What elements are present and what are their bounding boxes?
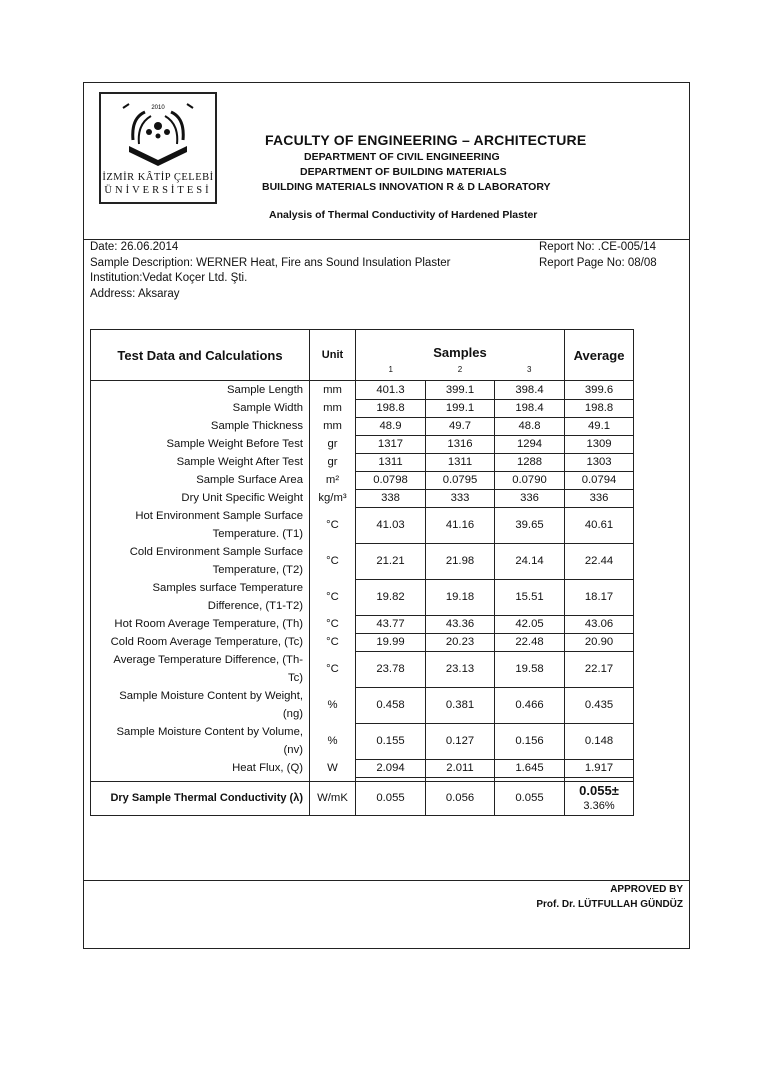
row-sample-2: 43.36 [426, 615, 495, 633]
unit-header: Unit [310, 330, 356, 381]
row-sample-2: 49.7 [426, 417, 495, 435]
row-unit: °C [310, 579, 356, 615]
row-sample-3: 42.05 [495, 615, 565, 633]
row-sample-1: 1317 [356, 435, 426, 453]
row-sample-2: 0.127 [426, 723, 495, 759]
table-row [91, 543, 634, 579]
row-sample-3: 0.156 [495, 723, 565, 759]
row-sample-2: 0.0795 [426, 471, 495, 489]
row-unit: mm [310, 381, 356, 400]
university-logo [99, 92, 217, 204]
row-label: Sample Surface Area [91, 471, 310, 489]
row-unit: % [310, 723, 356, 759]
approved-by-label: APPROVED BY [610, 884, 683, 895]
row-unit: kg/m³ [310, 489, 356, 507]
row-sample-2: 23.13 [426, 651, 495, 687]
table-row [91, 417, 634, 435]
row-sample-1: 0.0798 [356, 471, 426, 489]
row-label: Heat Flux, (Q) [91, 759, 310, 777]
table-row [91, 651, 634, 687]
result-row [91, 781, 634, 815]
sample-number-2: 2 [426, 360, 495, 381]
row-sample-1: 401.3 [356, 381, 426, 400]
row-sample-3: 1.645 [495, 759, 565, 777]
row-unit: mm [310, 399, 356, 417]
row-sample-2: 0.381 [426, 687, 495, 723]
row-sample-2: 399.1 [426, 381, 495, 400]
faculty-title: FACULTY OF ENGINEERING – ARCHITECTURE [265, 132, 587, 148]
samples-header: Samples [356, 330, 565, 360]
row-sample-3: 1288 [495, 453, 565, 471]
row-sample-1: 48.9 [356, 417, 426, 435]
sample-description: Sample Description: WERNER Heat, Fire ans Sound Insulation Plaster [90, 257, 451, 269]
row-sample-3: 24.14 [495, 543, 565, 579]
thermal-conductivity-table [90, 329, 634, 816]
table-row [91, 453, 634, 471]
row-sample-2: 1311 [426, 453, 495, 471]
row-unit: mm [310, 417, 356, 435]
row-sample-3: 336 [495, 489, 565, 507]
row-label: Sample Length [91, 381, 310, 400]
table-row [91, 759, 634, 777]
row-unit: % [310, 687, 356, 723]
row-average: 198.8 [565, 399, 634, 417]
dept-civil-title: DEPARTMENT OF CIVIL ENGINEERING [304, 151, 500, 163]
row-sample-1: 21.21 [356, 543, 426, 579]
university-name-line2: ÜNİVERSİTESİ [104, 185, 212, 196]
table-body [91, 381, 634, 782]
row-unit: °C [310, 543, 356, 579]
row-sample-3: 19.58 [495, 651, 565, 687]
university-emblem-icon [115, 100, 201, 166]
row-label: Dry Unit Specific Weight [91, 489, 310, 507]
row-sample-1: 198.8 [356, 399, 426, 417]
row-label: Sample Moisture Content by Volume, (nv) [91, 723, 310, 759]
row-sample-1: 43.77 [356, 615, 426, 633]
institution: Institution:Vedat Koçer Ltd. Şti. [90, 272, 248, 284]
row-sample-3: 398.4 [495, 381, 565, 400]
address: Address: Aksaray [90, 288, 180, 300]
row-average: 0.0794 [565, 471, 634, 489]
row-unit: °C [310, 651, 356, 687]
row-sample-2: 20.23 [426, 633, 495, 651]
report-date: Date: 26.06.2014 [90, 241, 179, 253]
row-sample-3: 39.65 [495, 507, 565, 543]
table-row [91, 723, 634, 759]
row-average: 20.90 [565, 633, 634, 651]
approval-block [536, 882, 683, 912]
table-row [91, 471, 634, 489]
result-average-uncertainty: 3.36% [583, 800, 615, 812]
row-sample-3: 0.0790 [495, 471, 565, 489]
table-row [91, 633, 634, 651]
sample-number-1: 1 [356, 360, 426, 381]
row-average: 336 [565, 489, 634, 507]
sample-number-3: 3 [495, 360, 565, 381]
table-row [91, 435, 634, 453]
report-page-number: Report Page No: 08/08 [539, 257, 657, 269]
row-sample-1: 2.094 [356, 759, 426, 777]
row-sample-3: 1294 [495, 435, 565, 453]
row-sample-3: 48.8 [495, 417, 565, 435]
table-header-row [91, 330, 634, 360]
row-average: 399.6 [565, 381, 634, 400]
row-sample-1: 19.82 [356, 579, 426, 615]
table-row [91, 615, 634, 633]
result-sample-3: 0.055 [495, 781, 565, 815]
row-label: Sample Weight After Test [91, 453, 310, 471]
row-unit: °C [310, 633, 356, 651]
row-sample-1: 0.458 [356, 687, 426, 723]
table-row [91, 381, 634, 400]
row-average: 1303 [565, 453, 634, 471]
header-divider [83, 239, 690, 240]
row-label: Sample Weight Before Test [91, 435, 310, 453]
result-unit: W/mK [310, 781, 356, 815]
row-sample-2: 19.18 [426, 579, 495, 615]
row-label: Sample Moisture Content by Weight, (ng) [91, 687, 310, 723]
row-sample-1: 41.03 [356, 507, 426, 543]
row-sample-3: 15.51 [495, 579, 565, 615]
row-average: 18.17 [565, 579, 634, 615]
result-label: Dry Sample Thermal Conductivity (λ) [91, 781, 310, 815]
row-label: Average Temperature Difference, (Th-Tc) [91, 651, 310, 687]
row-unit: °C [310, 507, 356, 543]
table-row [91, 399, 634, 417]
table-row [91, 507, 634, 543]
lab-title: BUILDING MATERIALS INNOVATION R & D LABORATORY [262, 181, 551, 193]
result-sample-1: 0.055 [356, 781, 426, 815]
row-sample-1: 19.99 [356, 633, 426, 651]
row-unit: °C [310, 615, 356, 633]
test-data-header: Test Data and Calculations [91, 330, 310, 381]
row-average: 49.1 [565, 417, 634, 435]
row-sample-1: 0.155 [356, 723, 426, 759]
row-average: 0.435 [565, 687, 634, 723]
university-name-line1: İZMİR KÂTİP ÇELEBİ [102, 172, 214, 183]
row-sample-1: 338 [356, 489, 426, 507]
row-unit: gr [310, 453, 356, 471]
row-label: Cold Room Average Temperature, (Tc) [91, 633, 310, 651]
dept-materials-title: DEPARTMENT OF BUILDING MATERIALS [300, 166, 507, 178]
report-number: Report No: .CE-005/14 [539, 241, 656, 253]
row-label: Cold Environment Sample Surface Temperature, (T2) [91, 543, 310, 579]
row-unit: W [310, 759, 356, 777]
row-sample-3: 198.4 [495, 399, 565, 417]
row-unit: m² [310, 471, 356, 489]
row-label: Hot Room Average Temperature, (Th) [91, 615, 310, 633]
row-sample-1: 1311 [356, 453, 426, 471]
row-label: Sample Width [91, 399, 310, 417]
row-average: 1309 [565, 435, 634, 453]
row-sample-1: 23.78 [356, 651, 426, 687]
row-sample-2: 1316 [426, 435, 495, 453]
table-row [91, 579, 634, 615]
row-average: 43.06 [565, 615, 634, 633]
row-label: Hot Environment Sample Surface Temperature. (T1) [91, 507, 310, 543]
row-average: 40.61 [565, 507, 634, 543]
result-average-value: 0.055± [579, 783, 619, 798]
row-label: Sample Thickness [91, 417, 310, 435]
average-header: Average [565, 330, 634, 381]
row-average: 1.917 [565, 759, 634, 777]
row-sample-2: 199.1 [426, 399, 495, 417]
row-sample-3: 0.466 [495, 687, 565, 723]
row-average: 22.44 [565, 543, 634, 579]
table-row [91, 687, 634, 723]
approver-name: Prof. Dr. LÜTFULLAH GÜNDÜZ [536, 899, 683, 910]
row-unit: gr [310, 435, 356, 453]
row-sample-3: 22.48 [495, 633, 565, 651]
footer-divider [83, 880, 690, 881]
analysis-title: Analysis of Thermal Conductivity of Hardened Plaster [269, 209, 538, 221]
row-label: Samples surface Temperature Difference, (T1-T2) [91, 579, 310, 615]
row-sample-2: 41.16 [426, 507, 495, 543]
table-row [91, 489, 634, 507]
row-average: 0.148 [565, 723, 634, 759]
svg-text:2010: 2010 [151, 105, 165, 111]
result-average [565, 781, 634, 815]
row-average: 22.17 [565, 651, 634, 687]
row-sample-2: 2.011 [426, 759, 495, 777]
row-sample-2: 21.98 [426, 543, 495, 579]
row-sample-2: 333 [426, 489, 495, 507]
result-sample-2: 0.056 [426, 781, 495, 815]
